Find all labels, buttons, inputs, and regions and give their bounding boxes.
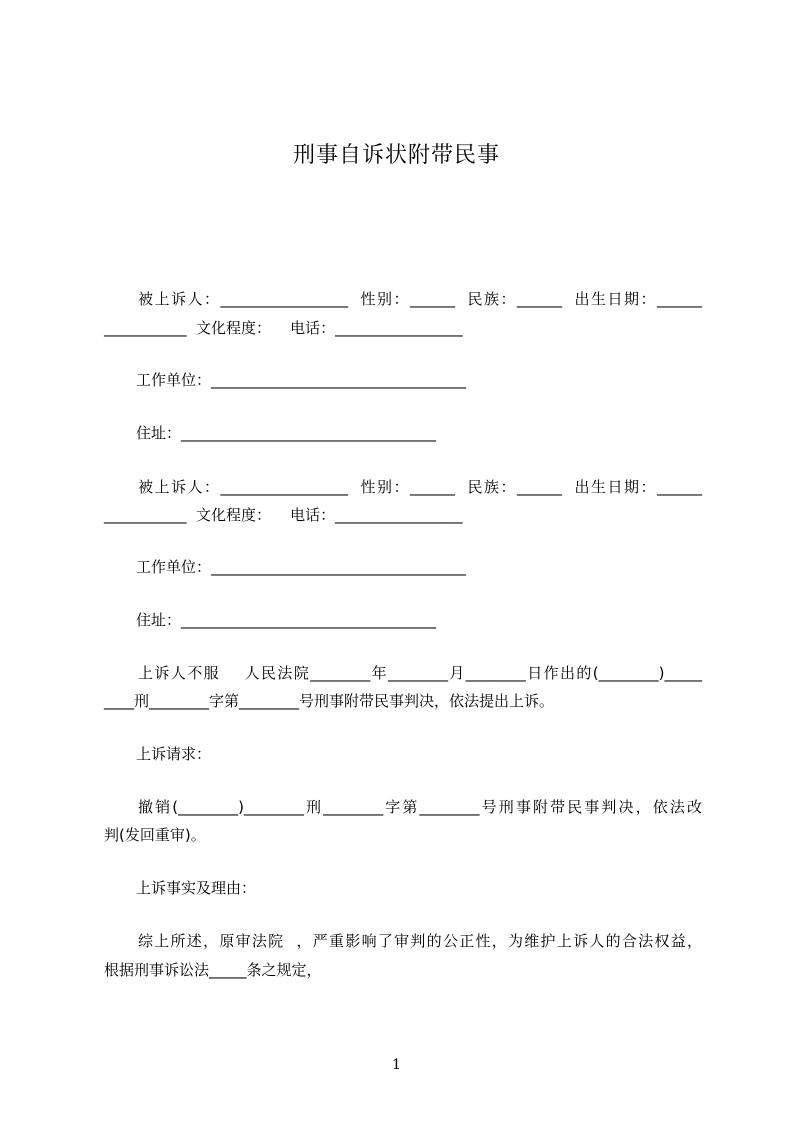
appellee-1-address: 住址：__________________________________ xyxy=(136,424,437,442)
document-title: 刑事自诉状附带民事 xyxy=(292,143,500,168)
appellee-2-work-unit: 工作单位：__________________________________ xyxy=(136,558,467,576)
appellee-2-line-2: ___________ 文化程度： 电话：_________________ xyxy=(104,506,463,524)
appeal-request-heading: 上诉请求： xyxy=(136,745,212,763)
appellee-1-line-2: ___________ 文化程度： 电话：_________________ xyxy=(104,319,463,337)
conclusion-line-1: 综上所述，原审法院 ，严重影响了审判的公正性，为维护上诉人的合法权益， xyxy=(138,932,702,950)
conclusion-line-2: 根据刑事诉讼法_____条之规定， xyxy=(104,961,322,979)
appeal-statement-line-2: ____刑________字第________号刑事附带民事判决，依法提出上诉。 xyxy=(104,692,555,710)
appeal-request-line-1: 撤销(________)________刑________字第________号刑事附带民事判决，依法改 xyxy=(138,798,702,816)
appellee-2-address: 住址：__________________________________ xyxy=(136,611,437,629)
facts-reasons-heading: 上诉事实及理由： xyxy=(136,879,257,897)
page-number: 1 xyxy=(392,1057,401,1073)
appeal-request-line-2: 判(发回重审)。 xyxy=(104,826,206,844)
appeal-statement-line-1: 上诉人不服 人民法院________年________月________日作出的(________)_____ xyxy=(138,664,702,682)
appellee-2-line-1: 被上诉人：_________________ 性别：______ 民族：______ 出生日期：______ xyxy=(138,478,702,496)
appellee-1-work-unit: 工作单位：__________________________________ xyxy=(136,371,467,389)
appellee-1-line-1: 被上诉人：_________________ 性别：______ 民族：______ 出生日期：______ xyxy=(138,290,702,308)
